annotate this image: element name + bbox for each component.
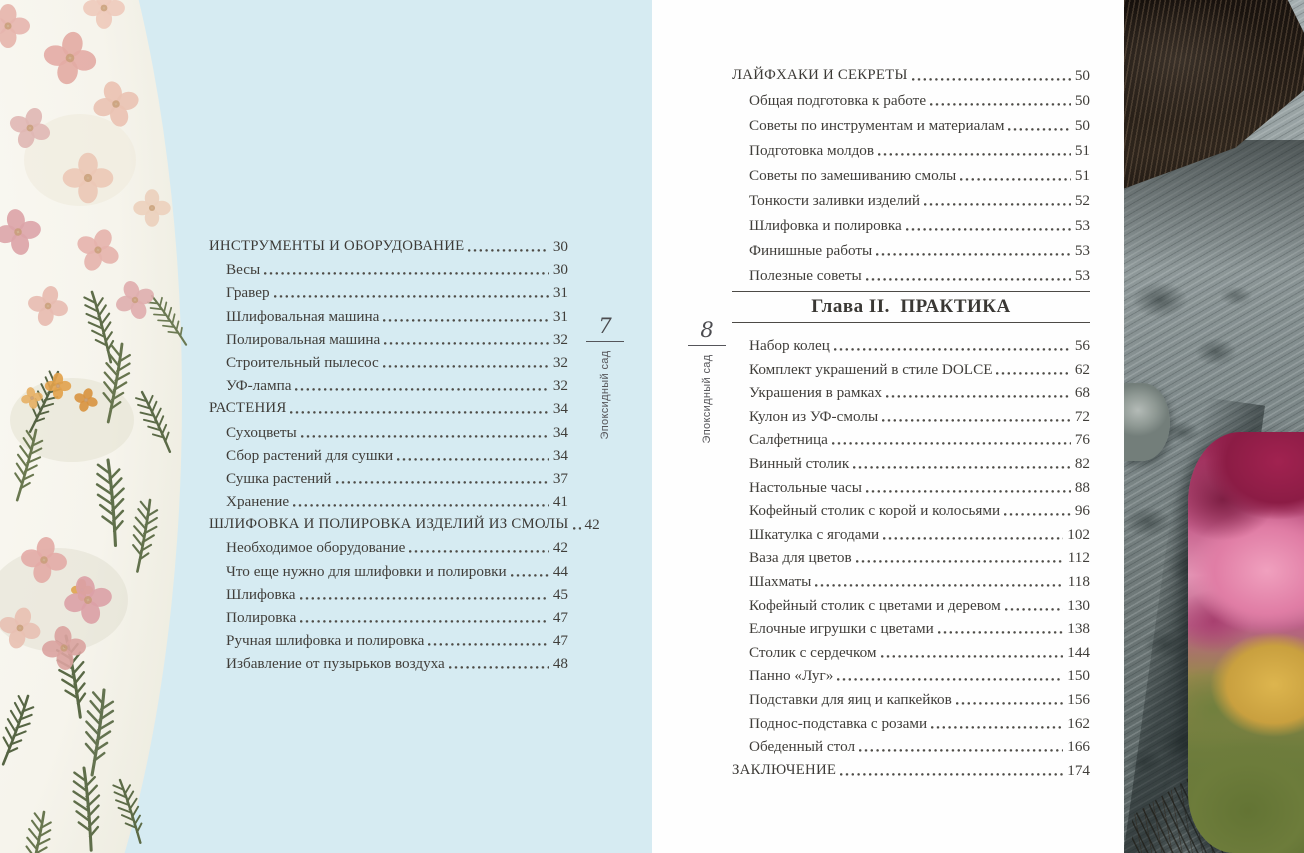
toc-entry bbox=[732, 266, 1090, 285]
toc-entry-page: 76 bbox=[1074, 431, 1090, 449]
toc-entry-page: 47 bbox=[552, 609, 568, 626]
toc-entry bbox=[732, 690, 1090, 709]
toc-entry-page: 166 bbox=[1067, 738, 1090, 756]
toc-entry bbox=[209, 353, 568, 372]
dot-leader bbox=[960, 177, 1071, 182]
toc-entry bbox=[732, 501, 1090, 520]
toc-entry-page: 37 bbox=[552, 469, 568, 487]
book-title-vertical: Эпоксидный сад bbox=[701, 354, 713, 444]
toc-entry bbox=[732, 478, 1090, 497]
toc-entry-title: Весы bbox=[226, 261, 261, 279]
folio-rule bbox=[586, 341, 624, 342]
toc-entry-title: ЗАКЛЮЧЕНИЕ bbox=[732, 761, 837, 778]
chapter-title: Глава II. ПРАКТИКА bbox=[811, 296, 1011, 317]
dot-leader bbox=[912, 77, 1071, 82]
toc-entry-page: 72 bbox=[1074, 407, 1090, 425]
dot-leader bbox=[924, 202, 1071, 207]
toc-entry-title: Кофейный столик с цветами и деревом bbox=[749, 596, 1001, 614]
toc-entry bbox=[209, 376, 568, 395]
toc-entry-page: 45 bbox=[552, 585, 568, 603]
dot-leader bbox=[866, 489, 1071, 494]
toc-entry-page: 112 bbox=[1067, 549, 1090, 567]
toc-entry bbox=[209, 515, 600, 534]
dot-leader bbox=[397, 457, 549, 462]
toc-entry bbox=[732, 572, 1090, 591]
toc-entry bbox=[732, 525, 1090, 544]
toc-entry-page: 47 bbox=[552, 632, 568, 650]
dot-leader bbox=[290, 410, 548, 415]
toc-entry-page: 130 bbox=[1067, 596, 1090, 614]
toc-entry-title: Кулон из УФ-смолы bbox=[749, 407, 879, 425]
toc-entry bbox=[209, 399, 568, 418]
toc-entry-page: 62 bbox=[1074, 360, 1090, 378]
book-title-vertical: Эпоксидный сад bbox=[599, 350, 611, 440]
toc-entry-page: 34 bbox=[552, 423, 568, 441]
toc-entry bbox=[732, 548, 1090, 567]
toc-entry bbox=[209, 260, 568, 279]
toc-entry-title: Столик с сердечком bbox=[749, 643, 877, 661]
toc-entry-title: Сухоцветы bbox=[226, 423, 297, 441]
toc-entry-title: Гравер bbox=[226, 284, 270, 302]
toc-entry-title: РАСТЕНИЯ bbox=[209, 400, 287, 417]
toc-entry-title: Украшения в рамках bbox=[749, 384, 883, 402]
toc-left-list bbox=[209, 237, 600, 673]
dot-leader bbox=[832, 441, 1071, 446]
toc-entry-title: Избавление от пузырьков воздуха bbox=[226, 655, 445, 673]
dot-leader bbox=[878, 152, 1071, 157]
dot-leader bbox=[336, 480, 549, 485]
toc-entry-page: 42 bbox=[552, 539, 568, 557]
chapter-heading-block bbox=[732, 291, 1090, 323]
toc-entry-page: 50 bbox=[1074, 67, 1090, 84]
toc-entry bbox=[732, 166, 1090, 185]
toc-entry-title: Общая подготовка к работе bbox=[749, 92, 927, 109]
toc-entry-page: 52 bbox=[1074, 192, 1090, 209]
toc-entry bbox=[209, 585, 568, 604]
dot-leader bbox=[834, 347, 1071, 352]
dot-leader bbox=[883, 536, 1063, 541]
toc-entry bbox=[732, 241, 1090, 260]
toc-entry-title: Подставки для яиц и капкейков bbox=[749, 690, 952, 708]
toc-entry-title: Необходимое оборудование bbox=[226, 539, 406, 557]
toc-entry-title: Полировка bbox=[226, 609, 297, 626]
toc-entry-title: Панно «Луг» bbox=[749, 667, 834, 685]
toc-entry-page: 41 bbox=[552, 493, 568, 511]
rule-below-chapter bbox=[732, 322, 1090, 323]
toc-entry bbox=[732, 116, 1090, 135]
dot-leader bbox=[300, 596, 549, 601]
toc-entry bbox=[732, 383, 1090, 402]
toc-entry-title: Сбор растений для сушки bbox=[226, 446, 394, 464]
toc-entry-title: Шлифовальная машина bbox=[226, 307, 380, 325]
toc-entry bbox=[732, 430, 1090, 449]
toc-entry-title: ЛАЙФХАКИ И СЕКРЕТЫ bbox=[732, 67, 908, 83]
toc-entry-page: 42 bbox=[584, 516, 600, 534]
toc-entry-title: Хранение bbox=[226, 493, 290, 511]
toc-entry-title: Шлифовка bbox=[226, 585, 296, 603]
toc-entry-title: Шахматы bbox=[749, 572, 812, 590]
dot-leader bbox=[383, 318, 548, 323]
toc-entry-page: 82 bbox=[1074, 454, 1090, 472]
toc-entry-page: 150 bbox=[1067, 667, 1090, 685]
toc-entry bbox=[732, 761, 1090, 780]
toc-entry-page: 53 bbox=[1074, 267, 1090, 284]
toc-entry-title: Советы по замешиванию смолы bbox=[749, 167, 957, 184]
pressed-flowers-artwork bbox=[0, 0, 210, 853]
dot-leader bbox=[428, 642, 548, 647]
toc-entry-title: Комплект украшений в стиле DOLCE bbox=[749, 360, 993, 378]
dot-leader bbox=[1005, 607, 1064, 612]
toc-entry bbox=[209, 446, 568, 465]
toc-entry-page: 51 bbox=[1074, 167, 1090, 184]
toc-entry-title: Сушка растений bbox=[226, 469, 332, 487]
dot-leader bbox=[1004, 512, 1071, 517]
toc-entry-title: Полировальная машина bbox=[226, 330, 381, 348]
toc-right-column bbox=[732, 66, 1090, 784]
toc-entry-page: 34 bbox=[552, 400, 568, 418]
dot-leader bbox=[853, 465, 1071, 470]
dot-leader bbox=[906, 227, 1071, 232]
dot-leader bbox=[886, 394, 1071, 399]
toc-entry-page: 32 bbox=[552, 377, 568, 395]
dot-leader bbox=[996, 371, 1070, 376]
toc-entry bbox=[209, 307, 568, 326]
toc-entry bbox=[732, 66, 1090, 85]
toc-entry bbox=[732, 216, 1090, 235]
toc-entry bbox=[209, 492, 568, 511]
toc-entry-page: 174 bbox=[1067, 761, 1090, 779]
toc-entry-title: Тонкости заливки изделий bbox=[749, 192, 920, 209]
toc-entry-title: Обеденный стол bbox=[749, 738, 856, 756]
toc-entry-title: УФ-лампа bbox=[226, 377, 292, 395]
dot-leader bbox=[956, 701, 1063, 706]
toc-entry-title: Шкатулка с ягодами bbox=[749, 525, 880, 543]
toc-entry bbox=[732, 407, 1090, 426]
dot-leader bbox=[295, 387, 548, 392]
toc-entry bbox=[209, 608, 568, 627]
toc-entry-page: 50 bbox=[1074, 92, 1090, 109]
folio-rule bbox=[688, 345, 726, 346]
toc-entry-page: 30 bbox=[552, 238, 568, 255]
toc-entry-title: Набор колец bbox=[749, 337, 830, 354]
toc-entry-title: Елочные игрушки с цветами bbox=[749, 620, 934, 638]
toc-entry-page: 68 bbox=[1074, 384, 1090, 402]
dot-leader bbox=[274, 294, 549, 299]
toc-entry-page: 51 bbox=[1074, 142, 1090, 159]
toc-entry bbox=[209, 538, 568, 557]
toc-entry-title: Шлифовка и полировка bbox=[749, 217, 902, 234]
toc-entry bbox=[732, 454, 1090, 473]
toc-entry bbox=[732, 360, 1090, 379]
toc-entry-page: 53 bbox=[1074, 217, 1090, 234]
toc-entry bbox=[209, 562, 568, 581]
page-number-right: 8 bbox=[700, 318, 714, 342]
toc-entry bbox=[732, 714, 1090, 733]
folio-right bbox=[687, 320, 727, 447]
toc-entry-page: 96 bbox=[1074, 502, 1090, 520]
toc-entry-title: Советы по инструментам и материалам bbox=[749, 117, 1005, 134]
toc-entry-title: ИНСТРУМЕНТЫ И ОБОРУДОВАНИЕ bbox=[209, 238, 465, 254]
toc-entry bbox=[209, 469, 568, 488]
toc-entry-page: 156 bbox=[1067, 690, 1090, 708]
toc-entry-page: 32 bbox=[552, 353, 568, 371]
dot-leader bbox=[881, 654, 1064, 659]
dot-leader bbox=[840, 772, 1063, 777]
toc-entry-title: Поднос-подставка с розами bbox=[749, 714, 928, 732]
toc-entry bbox=[209, 237, 568, 256]
dot-leader bbox=[938, 630, 1064, 635]
dot-leader bbox=[931, 725, 1063, 730]
dot-leader bbox=[859, 748, 1063, 753]
toc-entry-title: Ваза для цветов bbox=[749, 549, 852, 567]
toc-entry-page: 50 bbox=[1074, 117, 1090, 134]
dot-leader bbox=[301, 434, 549, 439]
toc-entry bbox=[732, 91, 1090, 110]
toc-entry bbox=[209, 654, 568, 673]
dot-leader bbox=[815, 583, 1063, 588]
toc-entry-page: 162 bbox=[1067, 714, 1090, 732]
toc-right-chapter-list bbox=[732, 336, 1090, 780]
toc-entry-page: 30 bbox=[552, 261, 568, 279]
toc-entry-page: 102 bbox=[1067, 525, 1090, 543]
toc-entry bbox=[732, 191, 1090, 210]
toc-right-top-list bbox=[732, 66, 1090, 285]
toc-entry bbox=[732, 596, 1090, 615]
toc-entry-title: ШЛИФОВКА И ПОЛИРОВКА ИЗДЕЛИЙ ИЗ СМОЛЫ bbox=[209, 516, 569, 533]
dot-leader bbox=[837, 677, 1063, 682]
toc-entry-title: Ручная шлифовка и полировка bbox=[226, 632, 425, 650]
dot-leader bbox=[383, 364, 549, 369]
toc-entry-title: Полезные советы bbox=[749, 267, 862, 284]
toc-entry-title: Финишные работы bbox=[749, 242, 873, 259]
toc-entry-title: Строительный пылесос bbox=[226, 353, 379, 371]
toc-entry-page: 34 bbox=[552, 446, 568, 464]
toc-entry-title: Кофейный столик с корой и колосьями bbox=[749, 502, 1001, 520]
dot-leader bbox=[293, 503, 549, 508]
dot-leader bbox=[409, 549, 548, 554]
toc-entry-page: 118 bbox=[1067, 572, 1090, 590]
toc-entry bbox=[732, 141, 1090, 160]
toc-entry bbox=[732, 336, 1090, 355]
dot-leader bbox=[876, 252, 1071, 257]
dot-leader bbox=[449, 665, 549, 670]
toc-entry bbox=[209, 330, 568, 349]
toc-entry bbox=[209, 283, 568, 302]
dot-leader bbox=[384, 341, 549, 346]
dot-leader bbox=[1008, 127, 1070, 132]
toc-entry bbox=[732, 643, 1090, 662]
flower-covered-stone bbox=[1188, 432, 1304, 853]
dot-leader bbox=[856, 559, 1064, 564]
toc-entry-title: Салфетница bbox=[749, 431, 828, 449]
toc-entry-title: Что еще нужно для шлифовки и полировки bbox=[226, 562, 507, 580]
toc-entry bbox=[732, 737, 1090, 756]
toc-left-column bbox=[209, 237, 600, 678]
toc-entry-title: Подготовка молдов bbox=[749, 142, 875, 159]
toc-entry-title: Винный столик bbox=[749, 454, 850, 472]
toc-entry-page: 31 bbox=[552, 284, 568, 302]
toc-entry bbox=[732, 666, 1090, 685]
page-number-left: 7 bbox=[598, 314, 612, 338]
toc-entry-page: 44 bbox=[552, 562, 568, 580]
dot-leader bbox=[300, 619, 548, 624]
toc-entry bbox=[209, 423, 568, 442]
dot-leader bbox=[264, 271, 549, 276]
dot-leader bbox=[468, 248, 548, 253]
toc-entry-page: 31 bbox=[552, 307, 568, 325]
dot-leader bbox=[930, 102, 1071, 107]
toc-entry-page: 88 bbox=[1074, 478, 1090, 496]
margin-photo-wood-flowers bbox=[1124, 0, 1304, 853]
dot-leader bbox=[511, 573, 549, 578]
toc-entry-page: 138 bbox=[1067, 620, 1090, 638]
toc-entry-page: 144 bbox=[1067, 643, 1090, 661]
dot-leader bbox=[882, 418, 1071, 423]
dot-leader bbox=[573, 526, 581, 531]
toc-entry-page: 32 bbox=[552, 330, 568, 348]
dot-leader bbox=[866, 277, 1071, 282]
toc-entry bbox=[209, 631, 568, 650]
toc-entry-page: 53 bbox=[1074, 242, 1090, 259]
folio-left bbox=[585, 316, 625, 443]
toc-entry-page: 48 bbox=[552, 655, 568, 673]
toc-entry-title: Настольные часы bbox=[749, 478, 862, 496]
toc-entry bbox=[732, 619, 1090, 638]
toc-entry-page: 56 bbox=[1074, 337, 1090, 354]
